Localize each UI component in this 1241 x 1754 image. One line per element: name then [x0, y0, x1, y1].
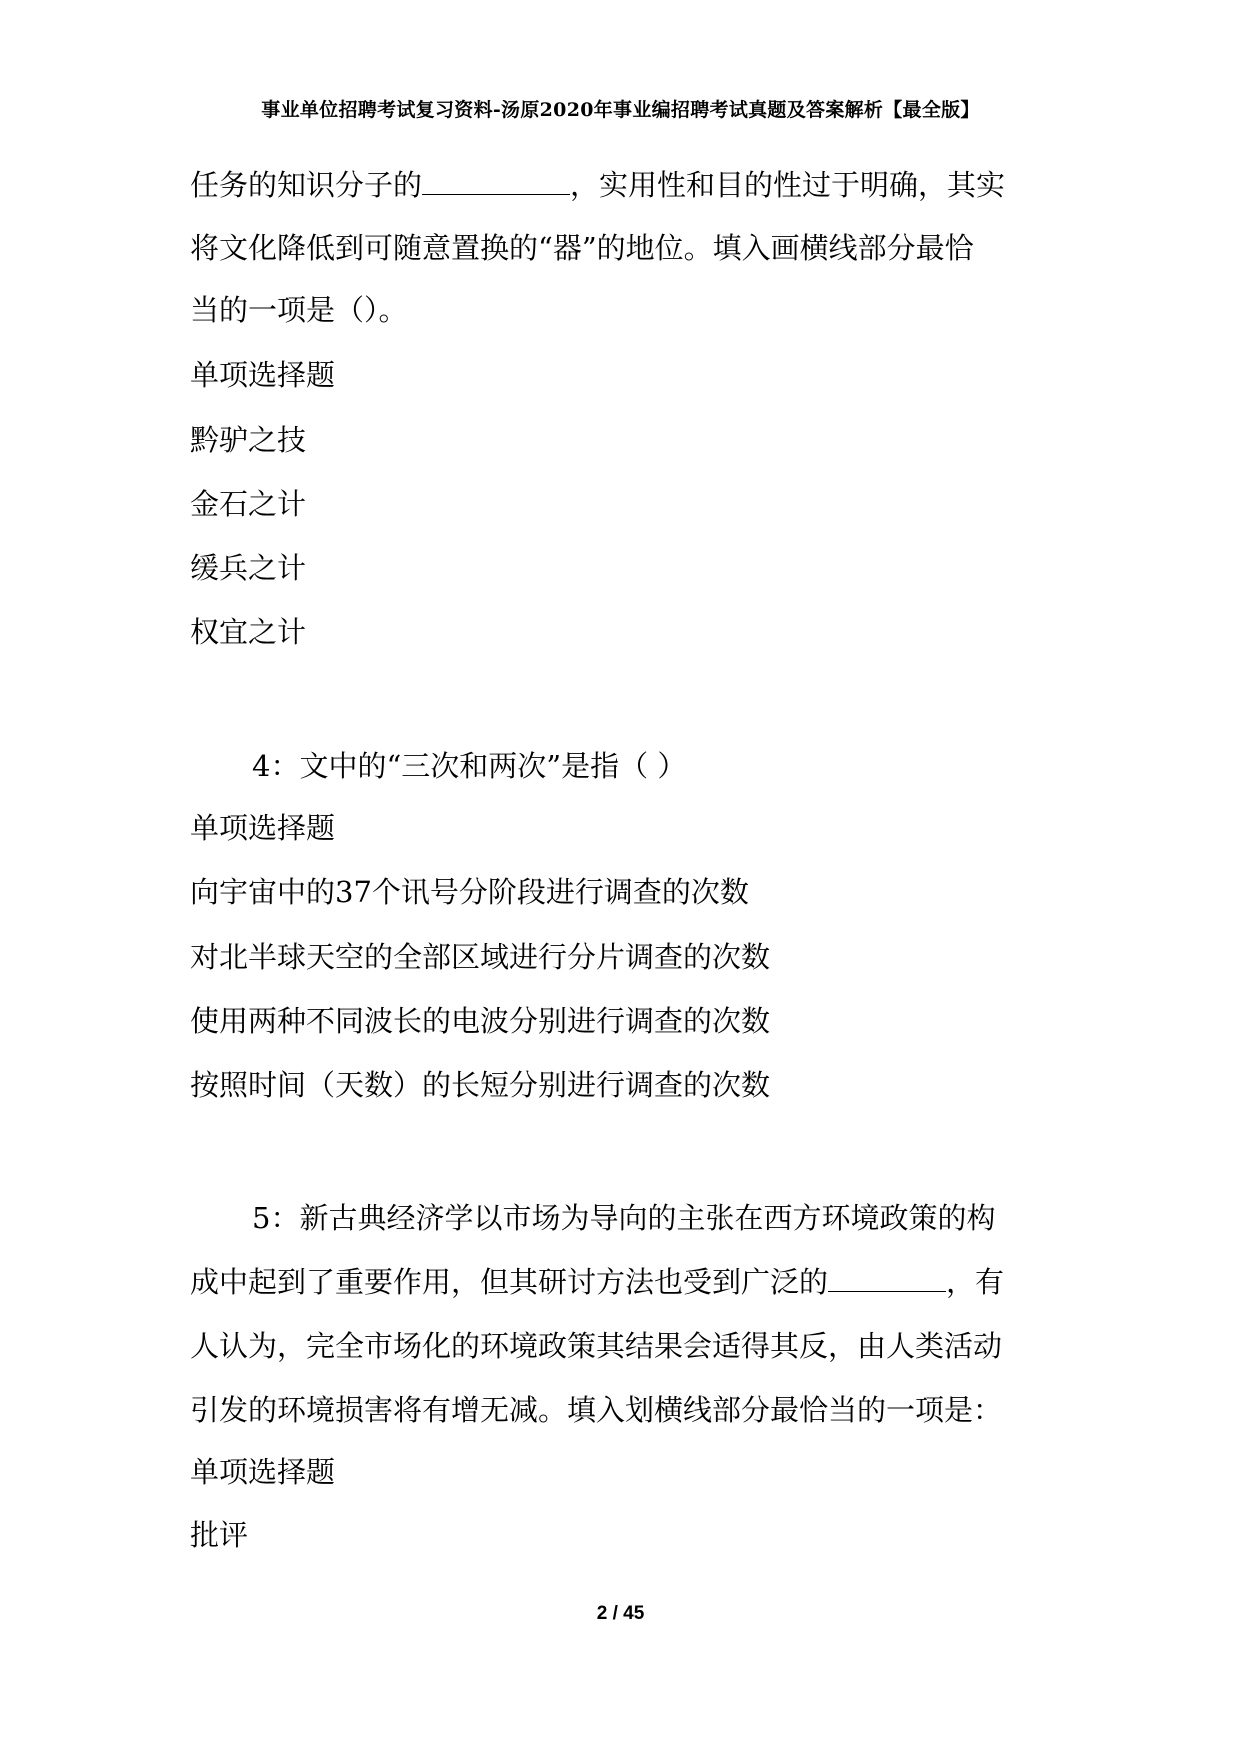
q5-stem-line-4: 引发的环境损害将有增无减。填入划横线部分最恰当的一项是： [190, 1393, 1003, 1427]
q3-option: 权宜之计 [190, 615, 307, 649]
q5-stem-line-2 [190, 1262, 1004, 1302]
q3-stem-line-2: 将文化降低到可随意置换的“器”的地位。填入画横线部分最恰 [190, 231, 974, 265]
document-header: 事业单位招聘考试复习资料-汤原2020年事业编招聘考试真题及答案解析【最全版】 [261, 99, 980, 121]
q4-option: 向宇宙中的37个讯号分阶段进行调查的次数 [190, 875, 749, 909]
q3-stem-line-3: 当的一项是（）。 [190, 293, 408, 327]
q5-stem-line-3: 人认为，完全市场化的环境政策其结果会适得其反，由人类活动 [190, 1329, 1003, 1363]
q4-option: 使用两种不同波长的电波分别进行调查的次数 [190, 1004, 771, 1038]
q5-question-type: 单项选择题 [190, 1455, 336, 1489]
q5-option: 批评 [190, 1518, 249, 1552]
q4-stem: 4：文中的“三次和两次”是指（ ） [252, 749, 687, 783]
q4-question-type: 单项选择题 [190, 811, 336, 845]
q3-stem-line-1 [190, 165, 1005, 205]
q3-option: 金石之计 [190, 487, 307, 521]
q3-stem-line-1-part-b: ，实用性和目的性过于明确，其实 [570, 168, 1006, 202]
q3-stem-line-1-part-a: 任务的知识分子的 [190, 168, 423, 202]
q5-stem-line-2-part-a: 成中起到了重要作用，但其研讨方法也受到广泛的 [190, 1265, 829, 1299]
q5-stem-line-2-part-b: ，有 [946, 1265, 1005, 1299]
q5-answer-blank [828, 1265, 946, 1292]
page-number: 2 / 45 [596, 1603, 645, 1624]
q3-option: 缓兵之计 [190, 551, 307, 585]
q3-question-type: 单项选择题 [190, 358, 336, 392]
q5-stem-line-1: 5：新古典经济学以市场为导向的主张在西方环境政策的构 [252, 1201, 996, 1235]
q4-option: 对北半球天空的全部区域进行分片调查的次数 [190, 940, 771, 974]
q3-answer-blank [422, 168, 570, 195]
q4-option: 按照时间（天数）的长短分别进行调查的次数 [190, 1068, 771, 1102]
q3-option: 黔驴之技 [190, 423, 307, 457]
